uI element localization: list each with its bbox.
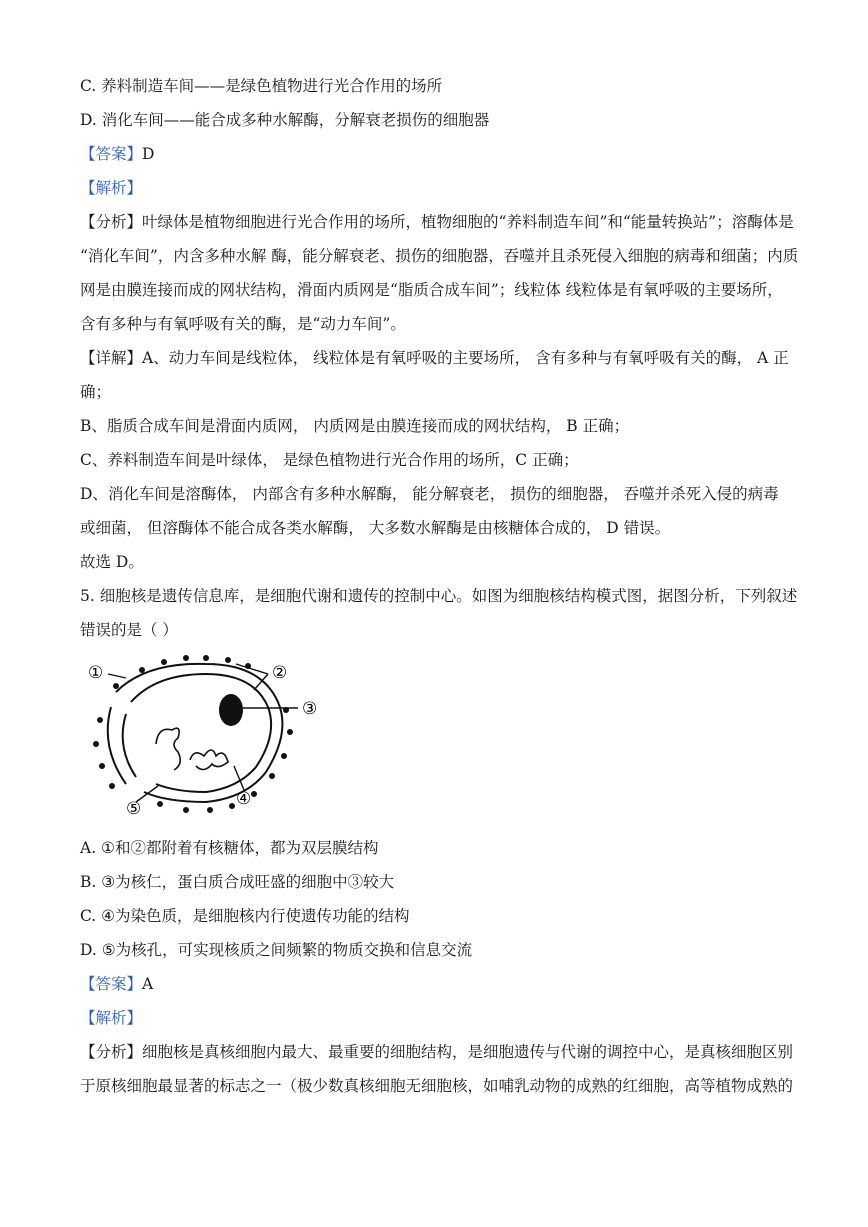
option-d: D. ⑤为核孔，可实现核质之间频繁的物质交换和信息交流 [80,941,473,959]
text: 细胞核是真核细胞内最大、最重要的细胞结构，是细胞遗传与代谢的调控中心，是真核细胞区别 [142,1043,794,1061]
analysis-text: 于原核细胞最显著的标志之一（极少数真核细胞无细胞核，如哺乳动物的成熟的红细胞，高等植物成熟的 [80,1077,794,1095]
label-5: ⑤ [126,799,142,819]
nucleus-diagram [86,652,336,822]
answer-tag: 【答案】 [80,145,143,163]
question-5: 错误的是（ ） [80,621,178,639]
detail-text: D、消化车间是溶酶体， 内部含有多种水解酶， 能分解衰老， 损伤的细胞器， 吞噬并杀死入侵的病毒 [80,485,779,503]
option-b: B. ③为核仁，蛋白质合成旺盛的细胞中③较大 [80,873,395,891]
analysis-text: 网是由膜连接而成的网状结构，滑面内质网是“脂质合成车间”；线粒体 线粒体是有氧呼吸的主要场所， [80,281,783,299]
fenxi-tag: 【分析】 [80,1043,143,1061]
answer-line [80,974,153,994]
text: 叶绿体是植物细胞进行光合作用的场所，植物细胞的“养料制造车间”和“能量转换站”；溶酶体是 [142,213,794,231]
question-5: 5. 细胞核是遗传信息库，是细胞代谢和遗传的控制中心。如图为细胞核结构模式图，据图分析，下列叙述 [80,587,798,605]
detail-text: C、养料制造车间是叶绿体， 是绿色植物进行光合作用的场所，C 正确； [80,451,579,469]
outer-membrane [116,664,282,802]
answer-line [80,144,154,164]
analysis-text [80,1042,793,1062]
nucleolus [219,694,243,726]
analysis-tag: 【解析】 [80,179,143,197]
analysis-text: “消化车间”，内含多种水解 酶，能分解衰老、损伤的细胞器，吞噬并且杀死侵入细胞的病毒和细菌；内质 [80,247,799,265]
fenxi-tag: 【分析】 [80,213,143,231]
label-1: ① [88,663,104,683]
analysis-tag: 【解析】 [80,1009,143,1027]
xiangjie-tag: 【详解】 [80,349,143,367]
detail-text: 确； [80,383,112,401]
option-c: C. ④为染色质，是细胞核内行使遗传功能的结构 [80,907,410,925]
label-2: ② [272,663,288,683]
detail-text [80,348,789,368]
text: A、动力车间是线粒体， 线粒体是有氧呼吸的主要场所， 含有多种与有氧呼吸有关的酶， A 正 [142,349,789,367]
detail-text: 或细菌， 但溶酶体不能合成各类水解酶， 大多数水解酶是由核糖体合成的， D 错误。 [80,519,671,537]
inner-membrane [131,674,271,792]
label-3: ③ [302,699,318,719]
answer-value: A [142,975,154,993]
chromatin [156,728,228,770]
analysis-text [80,212,794,232]
answer-value: D [142,145,155,163]
detail-text: B、脂质合成车间是滑面内质网， 内质网是由膜连接而成的网状结构， B 正确； [80,417,630,435]
answer-tag: 【答案】 [80,975,143,993]
label-4: ④ [236,789,252,809]
inner-membrane-left [123,714,136,777]
option-c: C. 养料制造车间——是绿色植物进行光合作用的场所 [80,77,443,95]
conclusion: 故选 D。 [80,553,144,571]
option-d: D. 消化车间——能合成多种水解酶，分解衰老损伤的细胞器 [80,111,490,129]
analysis-text: 含有多种与有氧呼吸有关的酶，是“动力车间”。 [80,315,406,333]
option-a: A. ①和②都附着有核糖体，都为双层膜结构 [80,839,379,857]
